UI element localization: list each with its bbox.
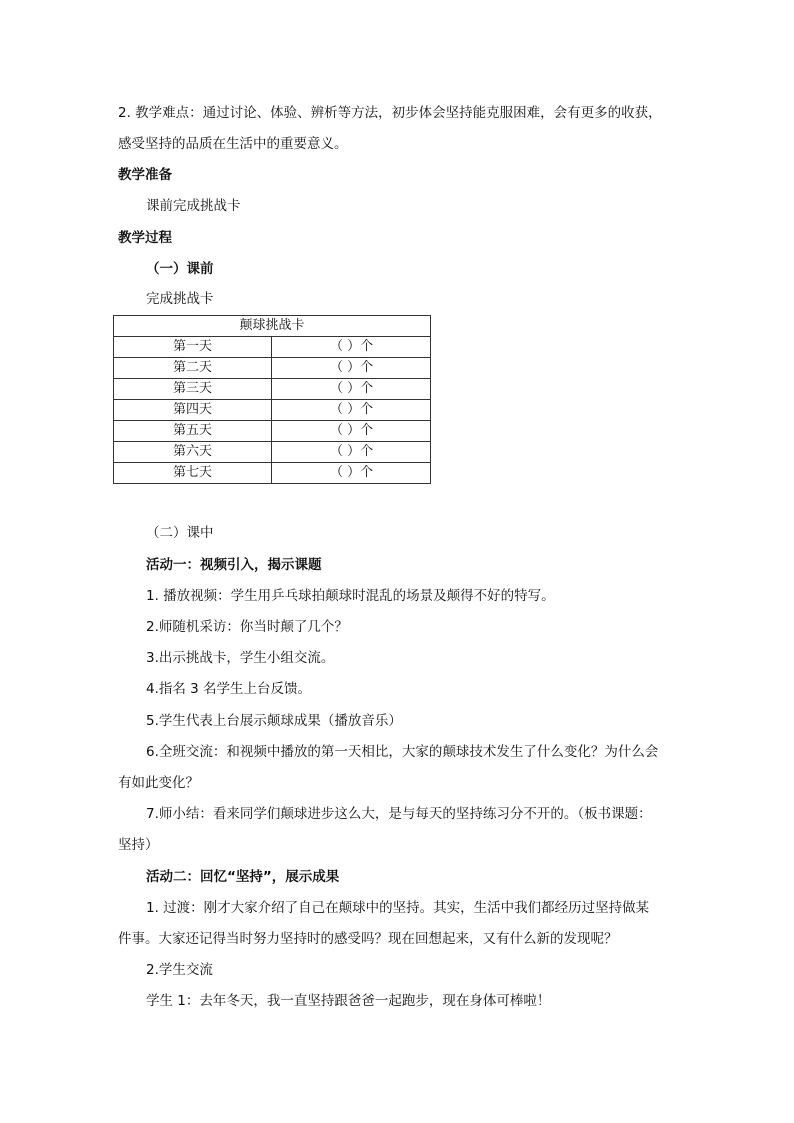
before-class-text: 完成挑战卡	[146, 291, 214, 307]
table-cell-count: （ ）个	[272, 442, 431, 463]
table-cell-day: 第三天	[114, 379, 272, 400]
table-cell-day: 第一天	[114, 337, 272, 358]
activity1-item-4: 4.指名 3 名学生上台反馈。	[146, 681, 312, 697]
table-cell-count: （ ）个	[272, 421, 431, 442]
activity2-item-1-line-2: 件事。大家还记得当时努力坚持时的感受吗？现在回想起来，又有什么新的发现呢？	[118, 931, 618, 947]
in-class-heading: （二）课中	[146, 525, 214, 541]
preparation-text: 课前完成挑战卡	[146, 198, 241, 214]
table-cell-count: （ ）个	[272, 400, 431, 421]
difficulty-line-1: 2. 教学难点：通过讨论、体验、辨析等方法，初步体会坚持能克服困难，会有更多的收获，	[118, 105, 662, 121]
table-row	[114, 400, 431, 421]
activity1-item-3: 3.出示挑战卡，学生小组交流。	[146, 650, 335, 666]
activity2-item-2: 2.学生交流	[146, 962, 213, 978]
before-class-heading: （一）课前	[146, 261, 214, 277]
activity1-item-7-line-1: 7.师小结：看来同学们颠球进步这么大，是与每天的坚持练习分不开的。（板书课题：	[146, 806, 652, 822]
activity1-item-5: 5.学生代表上台展示颠球成果（播放音乐）	[146, 713, 402, 729]
table-cell-day: 第五天	[114, 421, 272, 442]
table-row	[114, 337, 431, 358]
table-row	[114, 358, 431, 379]
activity1-item-1: 1. 播放视频：学生用乒乓球拍颠球时混乱的场景及颠得不好的特写。	[146, 588, 555, 604]
table-row	[114, 442, 431, 463]
activity1-item-6-line-1: 6.全班交流：和视频中播放的第一天相比，大家的颠球技术发生了什么变化？为什么会	[146, 744, 659, 760]
challenge-card-table	[113, 315, 431, 484]
table-cell-day: 第六天	[114, 442, 272, 463]
table-cell-day: 第二天	[114, 358, 272, 379]
table-cell-count: （ ）个	[272, 463, 431, 484]
activity2-student-1: 学生 1：去年冬天，我一直坚持跟爸爸一起跑步，现在身体可棒啦！	[146, 993, 551, 1009]
table-cell-day: 第四天	[114, 400, 272, 421]
activity2-item-1-line-1: 1. 过渡：刚才大家介绍了自己在颠球中的坚持。其实，生活中我们都经历过坚持做某	[146, 900, 650, 916]
table-cell-day: 第七天	[114, 463, 272, 484]
preparation-heading: 教学准备	[118, 167, 172, 183]
table-cell-count: （ ）个	[272, 358, 431, 379]
activity1-item-2: 2.师随机采访：你当时颠了几个？	[146, 619, 348, 635]
table-row	[114, 463, 431, 484]
table-title: 颠球挑战卡	[114, 316, 431, 337]
difficulty-line-2: 感受坚持的品质在生活中的重要意义。	[118, 136, 348, 152]
table-row	[114, 421, 431, 442]
table-row	[114, 379, 431, 400]
activity1-item-7-line-2: 坚持）	[118, 837, 159, 853]
table-title-row	[114, 316, 431, 337]
table-cell-count: （ ）个	[272, 379, 431, 400]
activity1-item-6-line-2: 有如此变化？	[118, 775, 199, 791]
table-cell-count: （ ）个	[272, 337, 431, 358]
process-heading: 教学过程	[118, 230, 172, 246]
activity1-heading: 活动一：视频引入，揭示课题	[146, 557, 322, 573]
activity2-heading: 活动二：回忆“坚持”，展示成果	[146, 869, 340, 885]
